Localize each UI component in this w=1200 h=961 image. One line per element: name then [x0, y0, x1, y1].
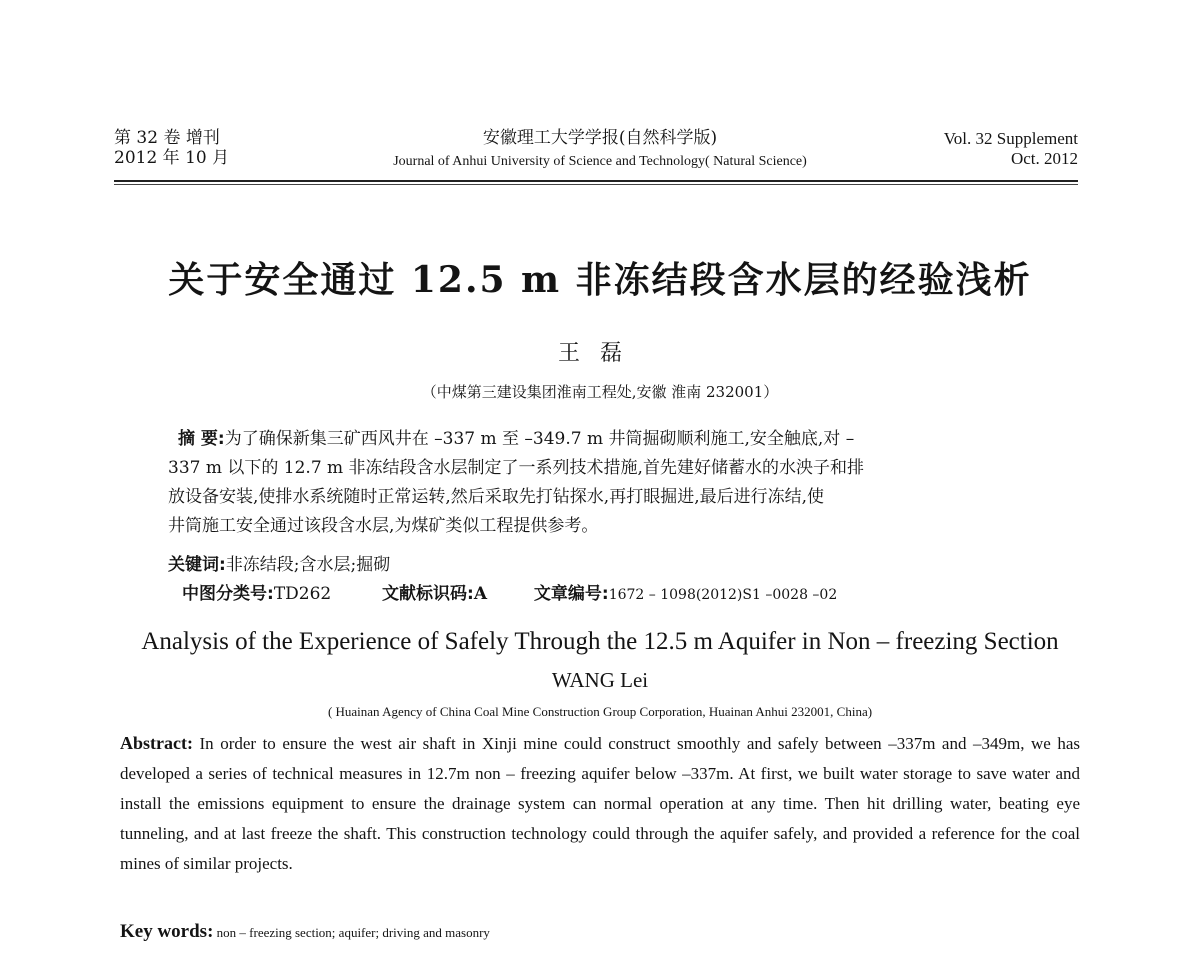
classification-line [182, 580, 1042, 610]
abstract-cn-line-4: 井筒施工安全通过该段含水层,为煤矿类似工程提供参考。 [168, 516, 599, 536]
abstract-cn-text: 为了确保新集三矿西风井在 –337 m 至 –349.7 m 井筒掘砌顺利施工,安全触底,对 – [224, 429, 855, 449]
paper-title-en: Analysis of the Experience of Safely Through the 12.5 m Aquifer in Non – freezing Section [141, 628, 1059, 655]
abstract-cn [168, 425, 1038, 541]
author-cn: 王磊 [557, 341, 642, 366]
affiliation-cn: （中煤第三建设集团淮南工程处,安徽 淮南 232001） [421, 383, 779, 401]
volume-en: Vol. 32 Supplement [943, 129, 1078, 148]
abstract-cn-label: 摘 要: [178, 429, 225, 449]
clc-value: TD262 [273, 584, 332, 604]
abstract-cn-line-2: 337 m 以下的 12.7 m 非冻结段含水层制定了一系列技术措施,首先建好储蓄水的水泱子和排 [168, 458, 864, 478]
paper-title-cn: 关于安全通过 12.5 m 非冻结段含水层的经验浅析 [168, 259, 1032, 301]
volume-cn: 第 32 卷 增刊 [114, 128, 220, 148]
abstract-en [120, 728, 1080, 879]
header-rule [114, 180, 1078, 182]
author-en: WANG Lei [551, 668, 649, 692]
header-rule-thin [114, 184, 1078, 185]
doc-code-value: A [473, 584, 488, 604]
journal-title-en: Journal of Anhui University of Science and Technology( Natural Science) [393, 154, 807, 169]
keywords-cn-label: 关键词: [168, 555, 226, 575]
keywords-en-value: non – freezing section; aquifer; driving and masonry [216, 925, 490, 940]
keywords-en-label: Key words: [120, 921, 214, 942]
affiliation-en: ( Huainan Agency of China Coal Mine Construction Group Corporation, Huainan Anhui 232001, China) [327, 704, 873, 719]
abstract-cn-line-1 [178, 425, 1038, 454]
keywords-cn [168, 551, 1028, 580]
keywords-cn-value: 非冻结段;含水层;掘砌 [225, 555, 391, 575]
date-cn: 2012 年 10 月 [114, 148, 230, 168]
clc-label: 中图分类号: [182, 584, 274, 604]
article-number-value: 1672 – 1098(2012)S1 –0028 –02 [608, 587, 838, 603]
journal-title-cn: 安徽理工大学学报(自然科学版) [482, 128, 718, 148]
article-number-label: 文章编号: [533, 584, 609, 604]
abstract-en-label: Abstract: [120, 733, 193, 753]
abstract-cn-line-3: 放设备安装,使排水系统随时正常运转,然后采取先打钻探水,再打眼掘进,最后进行冻结,使 [168, 487, 825, 507]
keywords-en [120, 921, 490, 943]
abstract-en-text: In order to ensure the west air shaft in Xinji mine could construct smoothly and safely between –337m and –349m, we has developed a series of technical measures in 12.7m non – freezing aquifer below –337m. At first, we built water storage to save water and install the emissions equipment to ensure the drainage system can normal operation at any time. Then hit drilling water, beating eye tunneling, and at last freeze the shaft. This construction technology could through the aquifer safely, and provided a reference for the coal mines of similar projects. [120, 734, 1080, 873]
doc-code-label: 文献标识码: [382, 584, 474, 604]
date-en: Oct. 2012 [1010, 149, 1078, 168]
